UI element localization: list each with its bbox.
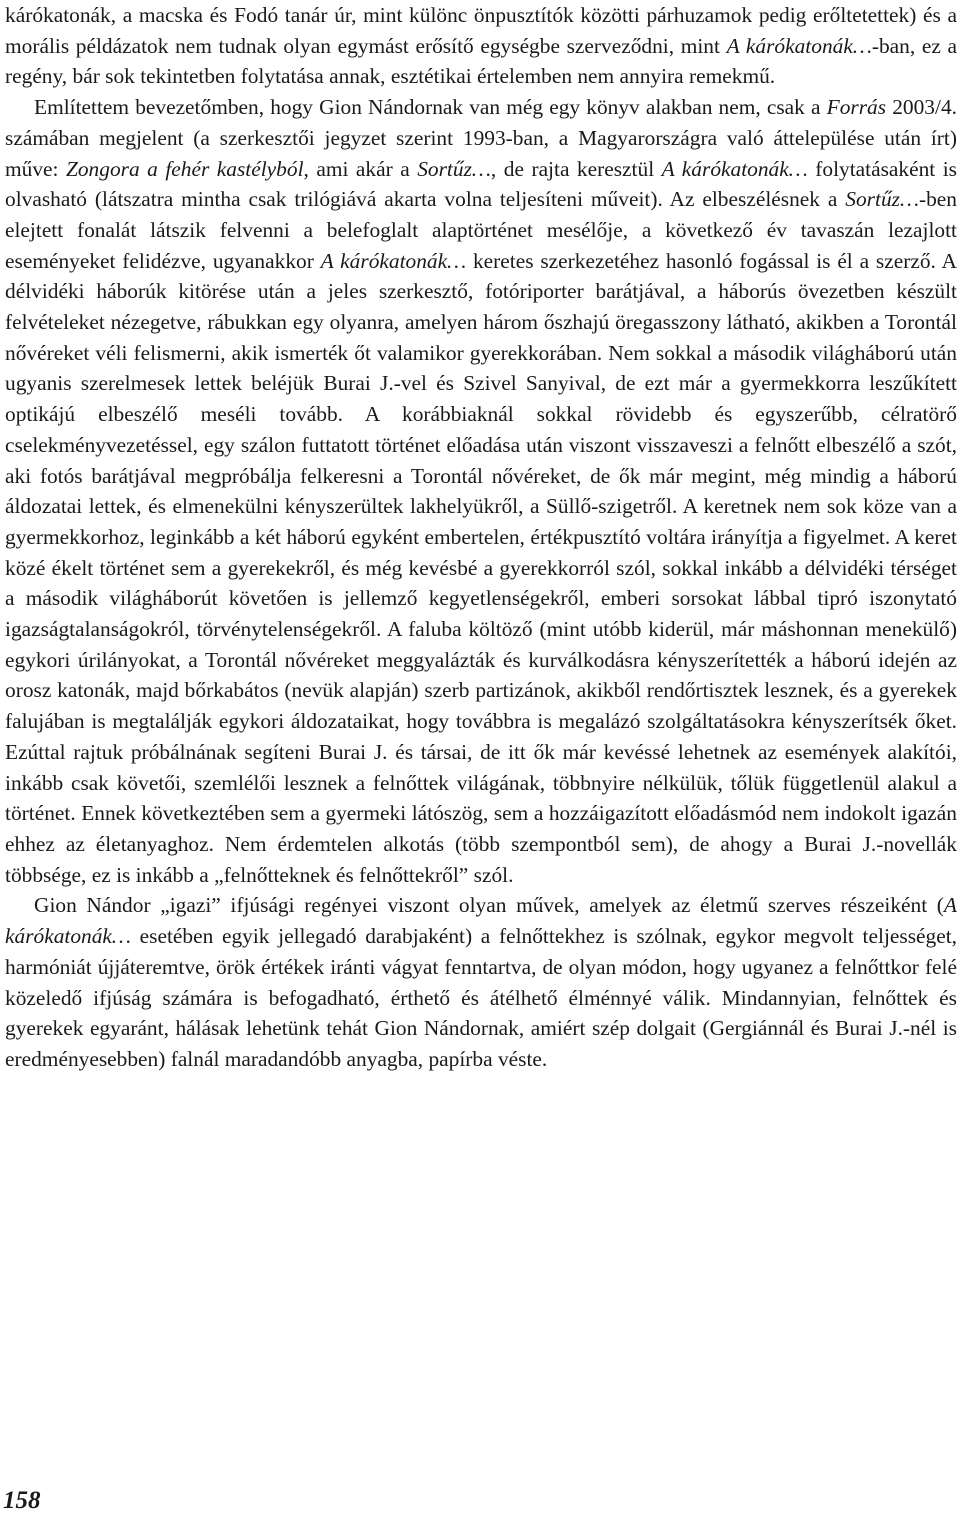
page-body xyxy=(5,0,957,1075)
paragraph-2 xyxy=(5,92,957,890)
paragraph-1 xyxy=(5,0,957,92)
book-title-sortuz: Sortűz… xyxy=(417,156,491,181)
paragraph-3-segment-1: Gion Nándor „igazi” ifjúsági regényei viszont olyan művek, amelyek az életmű szerves részeiként ( xyxy=(34,893,944,918)
paragraph-2-segment-9: folytatásaként is olvasható (látszatra mintha csak trilógiává akarta volna teljesíteni műveit). Az elbeszélésnek a xyxy=(5,156,957,212)
book-title-sortuz: Sortűz… xyxy=(845,187,919,212)
journal-title-forras: Forrás xyxy=(826,95,887,120)
book-title-a-karokatonak: A kárókatonák… xyxy=(661,156,808,181)
paragraph-2-segment-13: keretes szerkezetéhez hasonló fogással is él a szerző. A délvidéki háborúk kitörése után a jeles szerkesztő, fotóriporter barátjával, a háborús övezetben készült felvételeket nézegetve, rábukkan egy olyanra, amelyen három őszhajú öregasszony látható, akikben a Torontál nővéreket véli felismerni, akik ismerték őt valamikor gyerekkorában. Nem sokkal a második világháború után ugyanis szerelmesek lettek beléjük Burai J.-vel és Szivel Sanyival, de ezt már a gyermekkorra leszűkített optikájú elbeszélő meséli tovább. A korábbiaknál sokkal rövidebb és egyszerűbb, célratörő cselekményvezetéssel, egy szálon futtatott történet előadása után viszont visszaveszi a felnőtt elbeszélő a szót, aki fotós barátjával megpróbálja felkeresni a Torontál nővéreket, de ők már megint, még mindig a háború áldozatai lettek, és elmenekülni kényszerültek lakhelyükről, a Süllő-szigetről. A keretnek nem sok köze van a gyermekkorhoz, leginkább a két háború egyként embertelen, értékpusztító voltára irányítja a figyelmet. A keret közé ékelt történet sem a gyerekekről, és még kevésbé a gyerekkorról szól, sokkal inkább a délvidéki térséget a második világháborút követően is jellemző kegyetlenségekről, emberi sorsokat lábbal tipró iszonytató igazságtalanságokról, törvénytelenségekről. A faluba költöző (mint utóbb kiderül, már máshonnan menekülő) egykori úrilányokat, a Torontál nővéreket meggyalázták és kurválkodásra kényszerítették a háború idején az orosz katonák, majd bőrkabátos (nevük alapján) szerb partizánok, akikből rendőrtisztek lesznek, és a gyerekek falujában is megtalálják egykori áldozataikat, hogy továbbra is megalázó szolgáltatásokra kényszerítsék őket. Ezúttal rajtuk próbálnának segíteni Burai J. és társai, de itt ők már kevéssé lehetnek az események alakítói, inkább csak követői, szemlélői lesznek a felnőttek világának, többnyire nélkülük, tőlük függetlenül alakul a történet. Ennek következtében sem a gyermeki látószög, sem a hozzáigazított előadásmód nem indokolt igazán ehhez az életanyaghoz. Nem érdemtelen alkotás (több szempontból sem), de ahogy a Burai J.-novellák többsége, ez is inkább a „felnőtteknek és felnőttekről” szól. xyxy=(5,248,957,887)
paragraph-1-segment-3: -ban, ez a regény, bár sok tekintetben folytatása annak, esztétikai értelemben nem annyira remekmű. xyxy=(5,33,957,89)
paragraph-2-segment-7: , de rajta keresztül xyxy=(490,156,662,181)
paragraph-1-segment-1: kárókatonák, a macskа és Fodó tanár úr, mint különc önpusztítók közötti párhuzamok pedig erőltetettek) és a morális példázatok nem tudnak olyan egymást erősítő egységbe szerveződni, mint xyxy=(5,3,957,58)
book-title-a-karokatonak: A kárókatonák… xyxy=(726,33,872,58)
work-title-zongora: Zongora a fehér kastélyból xyxy=(65,156,304,181)
paragraph-2-segment-11: -ben elejtett fonalát látszik felvenni a belefoglalt alaptörténet mesélője, a következő év tavaszán lezajlott eseményeket felidézve, ugyanakkor xyxy=(5,187,957,273)
book-title-a-karokatonak: A kárókatonák… xyxy=(320,248,467,273)
paragraph-3 xyxy=(5,890,957,1074)
paragraph-3-segment-3: esetében egyik jellegadó darabjaként) a felnőttekhez is szólnak, egykor megvolt teljességet, harmóniát újjáteremtve, örök értékek iránti vágyat fenntartva, de olyan módon, hogy ugyanez a felnőttkor felé közeledő ifjúság számára is befogadható, érthető és átélhető élménnyé válik. Mindannyian, felnőttek és gyerekek egyaránt, hálásak lehetünk tehát Gion Nándornak, amiért szép dolgait (Gergiánnál és Burai J.-nél is eredményesebben) falnál maradandóbb anyagba, papírba véste. xyxy=(5,924,957,1071)
book-title-a-karokatonak: A kárókatonák… xyxy=(5,893,957,949)
paragraph-2-segment-5: , ami akár a xyxy=(303,156,418,181)
page-number: 158 xyxy=(3,1487,41,1514)
paragraph-2-segment-1: Említettem bevezetőmben, hogy Gion Nándornak van még egy könyv alakban nem, csak a xyxy=(34,95,827,120)
paragraph-2-segment-3: 2003/4. számában megjelent (a szerkesztői jegyzet szerint 1993-ban, a Magyarországra való áttelepülése után írt) műve: xyxy=(5,95,957,181)
